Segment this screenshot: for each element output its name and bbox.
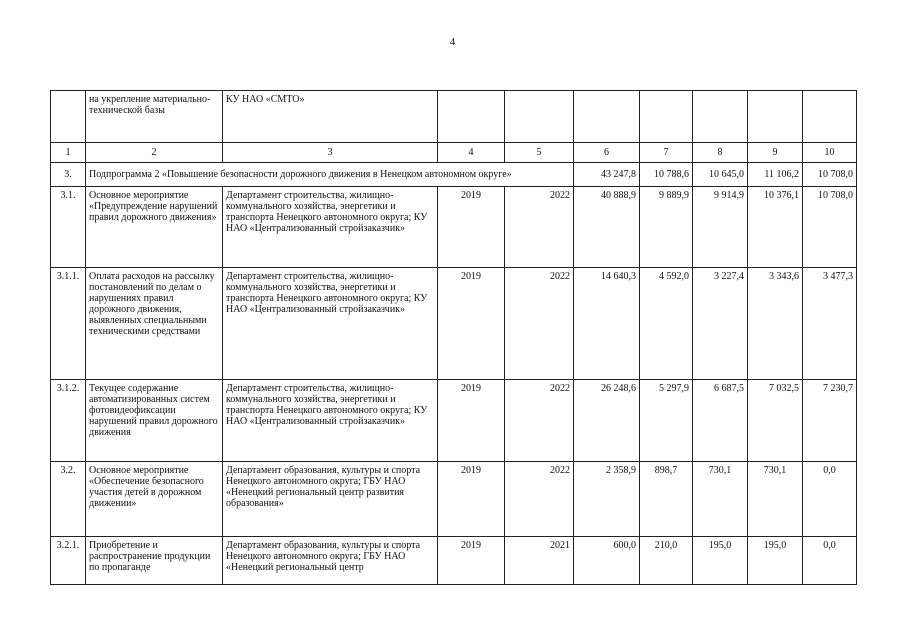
cell-start: 2019 — [438, 187, 505, 268]
column-number: 1 — [51, 143, 86, 163]
cell-executor: КУ НАО «СМТО» — [223, 91, 438, 143]
cell-executor: Департамент образования, культуры и спорта Ненецкого автономного округа; ГБУ НАО «Ненецкий региональный центр — [223, 537, 438, 585]
cell-value: 0,0 — [803, 537, 857, 585]
cell-executor: Департамент образования, культуры и спорта Ненецкого автономного округа; ГБУ НАО «Ненецкий региональный центр развития образования» — [223, 462, 438, 537]
table-row — [51, 268, 857, 380]
cell-event: Основное мероприятие «Обеспечение безопасного участия детей в дорожном движении» — [86, 462, 223, 537]
cell-value: 10 708,0 — [803, 163, 857, 187]
cell-value: 195,0 — [693, 537, 748, 585]
cell-event: Основное мероприятие «Предупреждение нарушений правил дорожного движения» — [86, 187, 223, 268]
cell-event: Приобретение и распространение продукции по пропаганде — [86, 537, 223, 585]
cell-value: 11 106,2 — [748, 163, 803, 187]
cell-executor: Департамент строительства, жилищно-коммунального хозяйства, энергетики и транспорта Ненецкого автономного округа; КУ НАО «Централизованный стройзаказчик» — [223, 187, 438, 268]
column-number: 4 — [438, 143, 505, 163]
table-row — [51, 462, 857, 537]
column-number: 9 — [748, 143, 803, 163]
cell-value: 3 343,6 — [748, 268, 803, 380]
table-row — [51, 380, 857, 462]
cell-num: 3.2. — [51, 462, 86, 537]
cell-value: 43 247,8 — [574, 163, 640, 187]
subprogram-row — [51, 163, 857, 187]
cell-value: 730,1 — [693, 462, 748, 537]
cell-value: 3 477,3 — [803, 268, 857, 380]
column-number: 10 — [803, 143, 857, 163]
subprogram-title: Подпрограмма 2 «Повышение безопасности дорожного движения в Ненецком автономном округе» — [86, 163, 574, 187]
cell-value: 10 788,6 — [640, 163, 693, 187]
page-number: 4 — [449, 36, 456, 48]
column-number: 6 — [574, 143, 640, 163]
cell-num: 3.1.1. — [51, 268, 86, 380]
column-number: 2 — [86, 143, 223, 163]
cell-num: 3.2.1. — [51, 537, 86, 585]
cell-value: 730,1 — [748, 462, 803, 537]
cell-value: 0,0 — [803, 462, 857, 537]
program-table — [50, 90, 857, 585]
cell-start: 2019 — [438, 380, 505, 462]
cell-start: 2019 — [438, 537, 505, 585]
cell-value: 898,7 — [640, 462, 693, 537]
cell-executor: Департамент строительства, жилищно-коммунального хозяйства, энергетики и транспорта Ненецкого автономного округа; КУ НАО «Централизованный стройзаказчик» — [223, 268, 438, 380]
cell-num: 3.1.2. — [51, 380, 86, 462]
cell-executor: Департамент строительства, жилищно-коммунального хозяйства, энергетики и транспорта Ненецкого автономного округа; КУ НАО «Централизованный стройзаказчик» — [223, 380, 438, 462]
cell-value: 9 914,9 — [693, 187, 748, 268]
cell-end: 2022 — [505, 380, 574, 462]
column-number: 8 — [693, 143, 748, 163]
cell-end: 2022 — [505, 462, 574, 537]
column-number: 7 — [640, 143, 693, 163]
column-number-row — [51, 143, 857, 163]
column-number: 3 — [223, 143, 438, 163]
cell-value: 9 889,9 — [640, 187, 693, 268]
cell-end: 2021 — [505, 537, 574, 585]
cell-value: 14 640,3 — [574, 268, 640, 380]
cell-end: 2022 — [505, 268, 574, 380]
column-number: 5 — [505, 143, 574, 163]
cell-end: 2022 — [505, 187, 574, 268]
table-row — [51, 187, 857, 268]
cell-value: 10 645,0 — [693, 163, 748, 187]
cell-value: 2 358,9 — [574, 462, 640, 537]
cell-value: 195,0 — [748, 537, 803, 585]
cell-value: 26 248,6 — [574, 380, 640, 462]
cell-num — [51, 91, 86, 143]
cell-num: 3. — [51, 163, 86, 187]
cell-event: на укрепление материально-технической базы — [86, 91, 223, 143]
cell-value: 3 227,4 — [693, 268, 748, 380]
cell-value: 210,0 — [640, 537, 693, 585]
cell-start: 2019 — [438, 462, 505, 537]
cell-value: 5 297,9 — [640, 380, 693, 462]
cell-value: 10 376,1 — [748, 187, 803, 268]
cell-value: 7 230,7 — [803, 380, 857, 462]
table-row-continuation — [51, 91, 857, 143]
cell-num: 3.1. — [51, 187, 86, 268]
cell-start: 2019 — [438, 268, 505, 380]
cell-event: Текущее содержание автоматизированных систем фотовидеофиксации нарушений правил дорожного движения — [86, 380, 223, 462]
cell-value: 4 592,0 — [640, 268, 693, 380]
cell-event: Оплата расходов на рассылку постановлений по делам о нарушениях правил дорожного движения, выявленных специальными техническими средствами — [86, 268, 223, 380]
cell-value: 600,0 — [574, 537, 640, 585]
cell-value: 40 888,9 — [574, 187, 640, 268]
cell-value: 6 687,5 — [693, 380, 748, 462]
cell-value: 7 032,5 — [748, 380, 803, 462]
cell-value: 10 708,0 — [803, 187, 857, 268]
table-row — [51, 537, 857, 585]
